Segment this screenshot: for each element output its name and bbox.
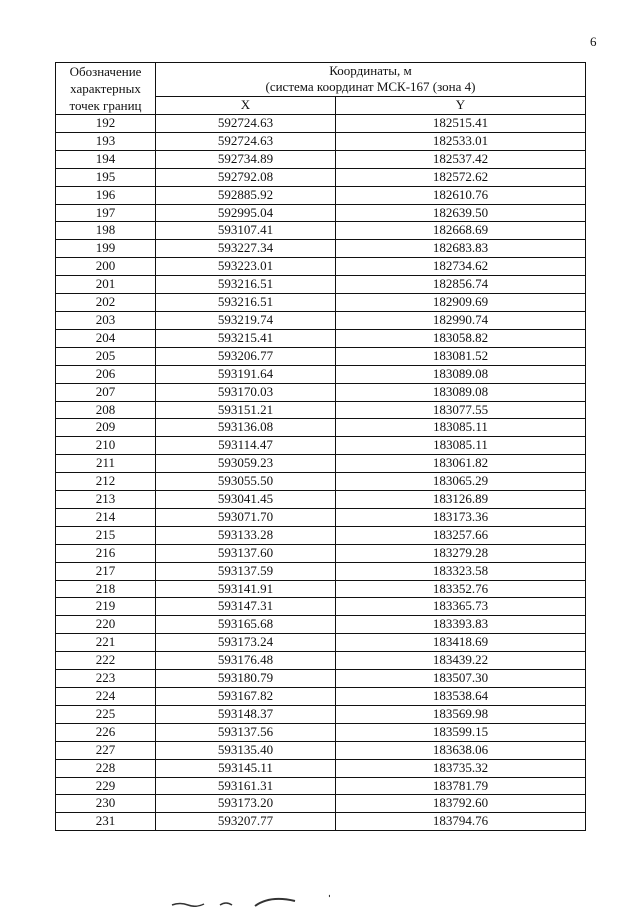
y-coordinate-cell: 182683.83 — [336, 240, 586, 258]
y-coordinate-cell: 182572.62 — [336, 168, 586, 186]
y-coordinate-cell: 183365.73 — [336, 598, 586, 616]
table-row — [56, 132, 586, 150]
point-id-cell: 199 — [56, 240, 156, 258]
point-id-cell: 204 — [56, 329, 156, 347]
x-coordinate-cell: 592724.63 — [156, 132, 336, 150]
y-coordinate-cell: 183439.22 — [336, 652, 586, 670]
point-label-header — [56, 63, 156, 115]
y-coordinate-cell: 182734.62 — [336, 258, 586, 276]
point-id-cell: 221 — [56, 634, 156, 652]
table-row — [56, 526, 586, 544]
x-coordinate-cell: 593145.11 — [156, 759, 336, 777]
point-id-cell: 200 — [56, 258, 156, 276]
point-id-cell: 192 — [56, 115, 156, 133]
point-id-cell: 231 — [56, 813, 156, 831]
y-coordinate-cell: 183061.82 — [336, 455, 586, 473]
table-row — [56, 168, 586, 186]
coordinates-table — [55, 62, 586, 831]
point-id-cell: 220 — [56, 616, 156, 634]
point-id-cell: 214 — [56, 508, 156, 526]
y-coordinate-cell: 182990.74 — [336, 311, 586, 329]
y-coordinate-cell: 183058.82 — [336, 329, 586, 347]
point-id-cell: 202 — [56, 294, 156, 312]
table-row — [56, 258, 586, 276]
point-id-cell: 194 — [56, 150, 156, 168]
table-row — [56, 276, 586, 294]
table-row — [56, 598, 586, 616]
y-coordinate-cell: 183781.79 — [336, 777, 586, 795]
y-coordinate-cell: 183569.98 — [336, 705, 586, 723]
x-coordinate-cell: 593137.59 — [156, 562, 336, 580]
point-label-line: Обозначение — [69, 64, 142, 79]
table-row — [56, 616, 586, 634]
y-coordinate-cell: 183279.28 — [336, 544, 586, 562]
point-id-cell: 195 — [56, 168, 156, 186]
table-row — [56, 741, 586, 759]
x-coordinate-cell: 593216.51 — [156, 276, 336, 294]
y-coordinate-cell: 183794.76 — [336, 813, 586, 831]
point-id-cell: 226 — [56, 723, 156, 741]
page-number: 6 — [590, 34, 597, 49]
x-coordinate-cell: 593135.40 — [156, 741, 336, 759]
x-coordinate-cell: 593137.56 — [156, 723, 336, 741]
point-id-cell: 223 — [56, 670, 156, 688]
point-id-cell: 218 — [56, 580, 156, 598]
y-coordinate-cell: 183792.60 — [336, 795, 586, 813]
table-row — [56, 580, 586, 598]
table-row — [56, 329, 586, 347]
x-coordinate-cell: 592792.08 — [156, 168, 336, 186]
y-coordinate-cell: 183323.58 — [336, 562, 586, 580]
y-coordinate-cell: 183257.66 — [336, 526, 586, 544]
point-label-line: точек границ — [69, 98, 142, 113]
table-row — [56, 222, 586, 240]
x-coordinate-cell: 593180.79 — [156, 670, 336, 688]
y-coordinate-cell: 183081.52 — [336, 347, 586, 365]
table-row — [56, 795, 586, 813]
coordinates-title: Координаты, м — [329, 63, 412, 79]
point-id-cell: 212 — [56, 473, 156, 491]
x-coordinate-cell: 593173.24 — [156, 634, 336, 652]
point-id-cell: 196 — [56, 186, 156, 204]
table-row — [56, 777, 586, 795]
point-id-cell: 228 — [56, 759, 156, 777]
y-coordinate-cell: 183126.89 — [336, 491, 586, 509]
table-row — [56, 688, 586, 706]
x-coordinate-cell: 593216.51 — [156, 294, 336, 312]
table-row — [56, 437, 586, 455]
y-coordinate-cell: 183538.64 — [336, 688, 586, 706]
x-coordinate-cell: 593170.03 — [156, 383, 336, 401]
x-coordinate-cell: 593173.20 — [156, 795, 336, 813]
point-id-cell: 206 — [56, 365, 156, 383]
point-label-line: характерных — [70, 81, 141, 96]
point-id-cell: 230 — [56, 795, 156, 813]
x-coordinate-cell: 593141.91 — [156, 580, 336, 598]
table-row — [56, 508, 586, 526]
y-coordinate-cell: 182856.74 — [336, 276, 586, 294]
x-coordinate-cell: 593041.45 — [156, 491, 336, 509]
point-id-cell: 224 — [56, 688, 156, 706]
point-id-cell: 207 — [56, 383, 156, 401]
table-row — [56, 544, 586, 562]
x-coordinate-cell: 593151.21 — [156, 401, 336, 419]
table-row — [56, 204, 586, 222]
y-coordinate-cell: 183638.06 — [336, 741, 586, 759]
x-coordinate-cell: 593107.41 — [156, 222, 336, 240]
x-coordinate-cell: 593227.34 — [156, 240, 336, 258]
y-coordinate-cell: 183507.30 — [336, 670, 586, 688]
x-coordinate-cell: 593071.70 — [156, 508, 336, 526]
y-coordinate-cell: 183089.08 — [336, 365, 586, 383]
table-row — [56, 562, 586, 580]
point-id-cell: 203 — [56, 311, 156, 329]
point-id-cell: 210 — [56, 437, 156, 455]
x-coordinate-cell: 593223.01 — [156, 258, 336, 276]
x-coordinate-cell: 592995.04 — [156, 204, 336, 222]
point-id-cell: 213 — [56, 491, 156, 509]
table-row — [56, 186, 586, 204]
point-id-cell: 229 — [56, 777, 156, 795]
y-coordinate-cell: 183393.83 — [336, 616, 586, 634]
point-id-cell: 225 — [56, 705, 156, 723]
table-row — [56, 723, 586, 741]
x-coordinate-cell: 593165.68 — [156, 616, 336, 634]
point-id-cell: 216 — [56, 544, 156, 562]
table-row — [56, 401, 586, 419]
y-coordinate-cell: 183077.55 — [336, 401, 586, 419]
x-coordinate-cell: 593137.60 — [156, 544, 336, 562]
table-row — [56, 311, 586, 329]
point-id-cell: 201 — [56, 276, 156, 294]
table-row — [56, 705, 586, 723]
table-row — [56, 455, 586, 473]
x-coordinate-cell: 593136.08 — [156, 419, 336, 437]
x-coordinate-cell: 592885.92 — [156, 186, 336, 204]
y-coordinate-cell: 183735.32 — [336, 759, 586, 777]
y-coordinate-cell: 183418.69 — [336, 634, 586, 652]
x-coordinate-cell: 592734.89 — [156, 150, 336, 168]
y-column-header: Y — [336, 96, 586, 114]
x-coordinate-cell: 593167.82 — [156, 688, 336, 706]
table-row — [56, 652, 586, 670]
point-id-cell: 222 — [56, 652, 156, 670]
y-coordinate-cell: 183089.08 — [336, 383, 586, 401]
y-coordinate-cell: 183065.29 — [336, 473, 586, 491]
x-coordinate-cell: 593059.23 — [156, 455, 336, 473]
y-coordinate-cell: 183352.76 — [336, 580, 586, 598]
table-row — [56, 473, 586, 491]
x-column-header: X — [156, 96, 336, 114]
y-coordinate-cell: 182533.01 — [336, 132, 586, 150]
x-coordinate-cell: 593206.77 — [156, 347, 336, 365]
x-coordinate-cell: 592724.63 — [156, 115, 336, 133]
table-row — [56, 294, 586, 312]
x-coordinate-cell: 593176.48 — [156, 652, 336, 670]
point-id-cell: 198 — [56, 222, 156, 240]
x-coordinate-cell: 593191.64 — [156, 365, 336, 383]
table-row — [56, 383, 586, 401]
table-row — [56, 813, 586, 831]
y-coordinate-cell: 182515.41 — [336, 115, 586, 133]
x-coordinate-cell: 593147.31 — [156, 598, 336, 616]
point-id-cell: 215 — [56, 526, 156, 544]
table-row — [56, 115, 586, 133]
coordinates-header — [156, 63, 586, 97]
y-coordinate-cell: 182909.69 — [336, 294, 586, 312]
x-coordinate-cell: 593133.28 — [156, 526, 336, 544]
y-coordinate-cell: 182668.69 — [336, 222, 586, 240]
x-coordinate-cell: 593114.47 — [156, 437, 336, 455]
point-id-cell: 219 — [56, 598, 156, 616]
point-id-cell: 211 — [56, 455, 156, 473]
y-coordinate-cell: 183599.15 — [336, 723, 586, 741]
point-id-cell: 197 — [56, 204, 156, 222]
y-coordinate-cell: 183173.36 — [336, 508, 586, 526]
table-row — [56, 240, 586, 258]
y-coordinate-cell: 183085.11 — [336, 419, 586, 437]
point-id-cell: 217 — [56, 562, 156, 580]
x-coordinate-cell: 593207.77 — [156, 813, 336, 831]
table-row — [56, 365, 586, 383]
x-coordinate-cell: 593161.31 — [156, 777, 336, 795]
y-coordinate-cell: 183085.11 — [336, 437, 586, 455]
point-id-cell: 209 — [56, 419, 156, 437]
x-coordinate-cell: 593219.74 — [156, 311, 336, 329]
y-coordinate-cell: 182639.50 — [336, 204, 586, 222]
point-id-cell: 205 — [56, 347, 156, 365]
coordinate-system: (система координат МСК-167 (зона 4) — [265, 79, 476, 95]
table-row — [56, 491, 586, 509]
y-coordinate-cell: 182537.42 — [336, 150, 586, 168]
x-coordinate-cell: 593215.41 — [156, 329, 336, 347]
point-id-cell: 227 — [56, 741, 156, 759]
table-row — [56, 634, 586, 652]
x-coordinate-cell: 593148.37 — [156, 705, 336, 723]
y-coordinate-cell: 182610.76 — [336, 186, 586, 204]
point-id-cell: 208 — [56, 401, 156, 419]
table-row — [56, 150, 586, 168]
table-row — [56, 670, 586, 688]
table-row — [56, 419, 586, 437]
table-row — [56, 347, 586, 365]
point-id-cell: 193 — [56, 132, 156, 150]
table-row — [56, 759, 586, 777]
x-coordinate-cell: 593055.50 — [156, 473, 336, 491]
